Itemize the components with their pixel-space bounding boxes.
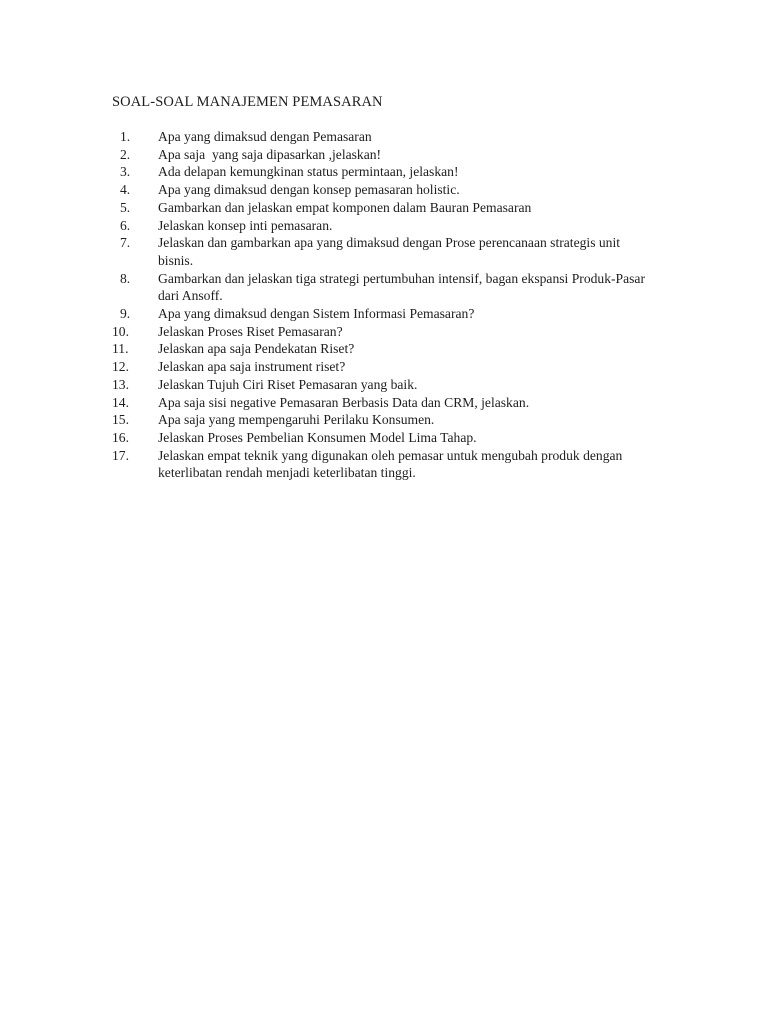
list-item [112,270,672,305]
list-item [112,199,672,217]
list-item [112,411,672,429]
list-item-number: 7. [120,235,131,251]
list-item [112,429,672,447]
page-title: SOAL-SOAL MANAJEMEN PEMASARAN [112,94,383,110]
list-item-text: Jelaskan konsep inti pemasaran. [158,217,333,233]
list-item [112,323,672,341]
list-item [112,181,672,199]
list-item-number: 10. [112,323,129,339]
question-list [112,128,672,482]
list-item [112,394,672,412]
list-item-text: Jelaskan Tujuh Ciri Riset Pemasaran yang baik. [158,376,418,392]
list-item [112,376,672,394]
list-item-text: Gambarkan dan jelaskan tiga strategi pertumbuhan intensif, bagan ekspansi Produk-Pasar dari Ansoff. [158,270,645,304]
list-item-number: 15. [112,412,129,428]
list-item-text: Apa saja yang saja dipasarkan ,jelaskan! [158,146,382,162]
list-item [112,234,672,269]
list-item-text: Apa yang dimaksud dengan Pemasaran [158,129,372,144]
list-item-number: 14. [112,394,129,410]
list-item-text: Jelaskan empat teknik yang digunakan oleh pemasar untuk mengubah produk dengan keterlibatan rendah menjadi keterlibatan tinggi. [158,447,623,481]
list-item-number: 17. [112,447,129,463]
list-item-text: Apa yang dimaksud dengan konsep pemasaran holistic. [158,182,460,198]
list-item [112,447,672,482]
list-item-text: Apa saja yang mempengaruhi Perilaku Konsumen. [158,412,435,428]
list-item [112,163,672,181]
list-item-text: Jelaskan apa saja Pendekatan Riset? [158,341,355,357]
list-item-number: 1. [120,129,131,144]
list-item [112,217,672,235]
list-item [112,340,672,358]
list-item-number: 11. [112,341,129,357]
list-item-text: Apa saja sisi negative Pemasaran Berbasis Data dan CRM, jelaskan. [158,394,530,410]
list-item-number: 16. [112,429,129,445]
list-item-text: Gambarkan dan jelaskan empat komponen dalam Bauran Pemasaran [158,199,532,215]
list-item [112,305,672,323]
list-item-text: Apa yang dimaksud dengan Sistem Informasi Pemasaran? [158,306,475,322]
list-item-number: 13. [112,376,129,392]
list-item [112,128,672,146]
list-item-text: Jelaskan dan gambarkan apa yang dimaksud dengan Prose perencanaan strategis unit bisnis. [158,235,621,268]
list-item-number: 3. [120,164,131,180]
list-item-number: 6. [120,217,131,233]
list-item-text: Jelaskan Proses Riset Pemasaran? [158,323,343,339]
list-item [112,146,672,164]
list-item-number: 12. [112,359,129,375]
list-item-number: 5. [120,199,131,215]
list-item-number: 9. [120,306,131,322]
list-item-text: Jelaskan Proses Pembelian Konsumen Model Lima Tahap. [158,429,477,445]
list-item-number: 2. [120,146,131,162]
list-item-number: 8. [120,270,131,286]
list-item-text: Jelaskan apa saja instrument riset? [158,359,346,375]
list-item-number: 4. [120,182,131,198]
list-item [112,358,672,376]
list-item-text: Ada delapan kemungkinan status permintaan, jelaskan! [158,164,459,180]
